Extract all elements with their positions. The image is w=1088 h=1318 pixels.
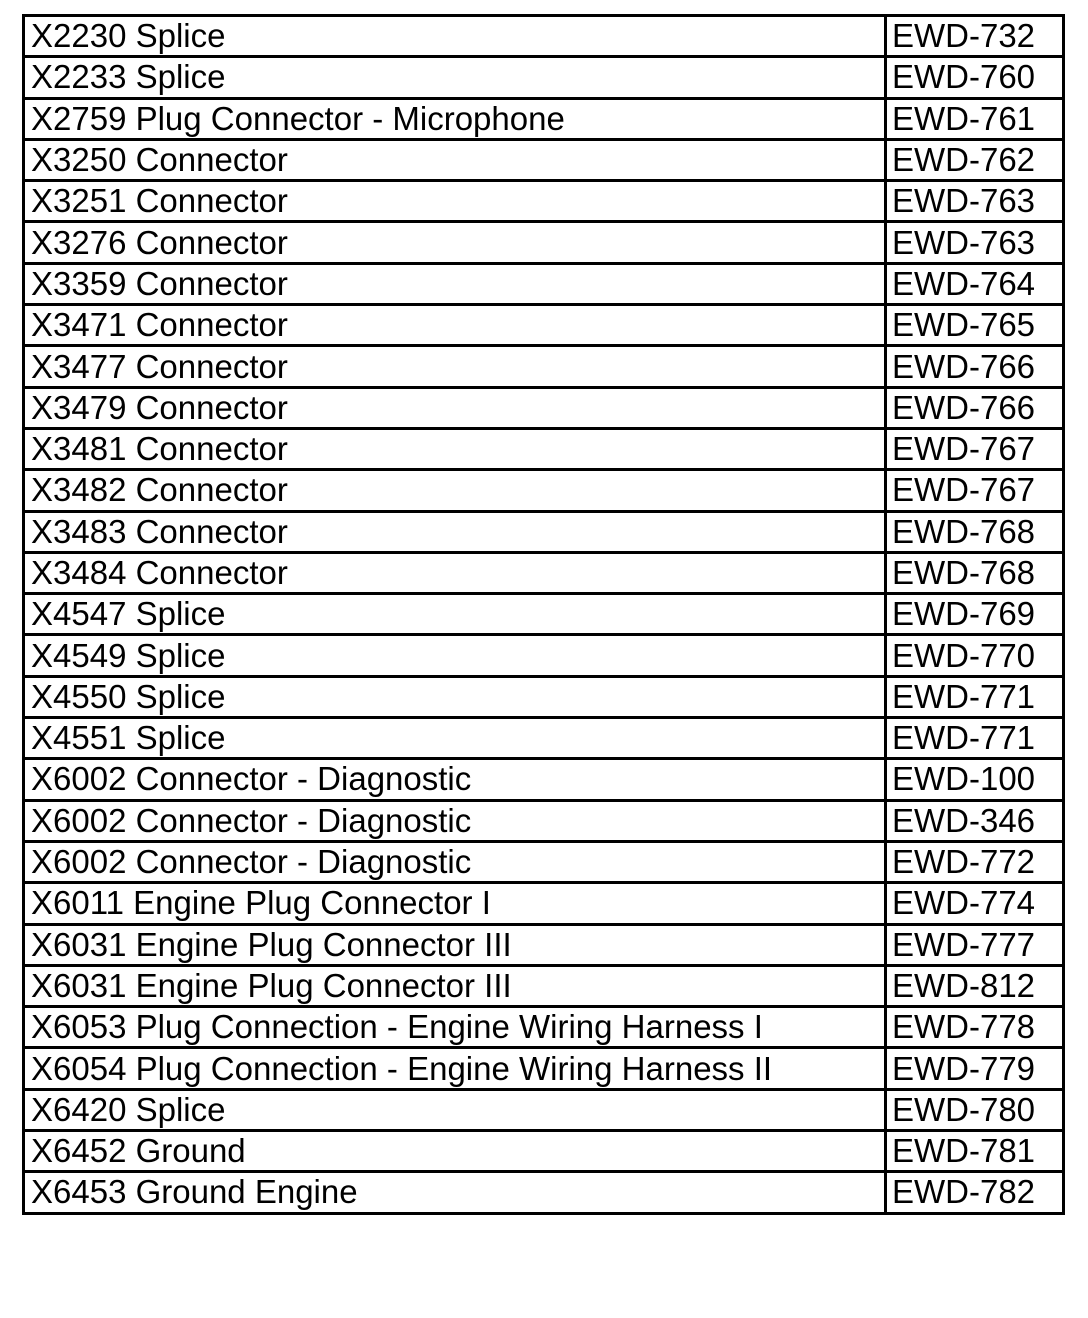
- ewd-reference-cell: EWD-781: [886, 1131, 1064, 1172]
- table-row: [24, 1048, 1064, 1089]
- table-row: [24, 98, 1064, 139]
- component-name-cell: X4550 Splice: [24, 676, 886, 717]
- component-name-cell: X2230 Splice: [24, 16, 886, 57]
- ewd-reference-cell: EWD-771: [886, 676, 1064, 717]
- ewd-reference-cell: EWD-763: [886, 181, 1064, 222]
- table-row: [24, 1131, 1064, 1172]
- ewd-reference-cell: EWD-767: [886, 428, 1064, 469]
- table-row: [24, 305, 1064, 346]
- component-name-cell: X6002 Connector - Diagnostic: [24, 759, 886, 800]
- table-body: [24, 16, 1064, 1214]
- table-row: [24, 511, 1064, 552]
- ewd-reference-cell: EWD-764: [886, 263, 1064, 304]
- table-row: [24, 965, 1064, 1006]
- component-name-cell: X6031 Engine Plug Connector III: [24, 924, 886, 965]
- ewd-reference-cell: EWD-779: [886, 1048, 1064, 1089]
- table-row: [24, 1007, 1064, 1048]
- table-row: [24, 1089, 1064, 1130]
- ewd-reference-cell: EWD-766: [886, 387, 1064, 428]
- ewd-reference-cell: EWD-763: [886, 222, 1064, 263]
- component-name-cell: X3359 Connector: [24, 263, 886, 304]
- component-name-cell: X3484 Connector: [24, 552, 886, 593]
- table-row: [24, 428, 1064, 469]
- component-name-cell: X3250 Connector: [24, 139, 886, 180]
- table-row: [24, 552, 1064, 593]
- component-name-cell: X6053 Plug Connection - Engine Wiring Harness I: [24, 1007, 886, 1048]
- ewd-reference-cell: EWD-812: [886, 965, 1064, 1006]
- table-row: [24, 139, 1064, 180]
- ewd-reference-cell: EWD-774: [886, 883, 1064, 924]
- table-row: [24, 800, 1064, 841]
- component-name-cell: X3276 Connector: [24, 222, 886, 263]
- ewd-reference-cell: EWD-772: [886, 841, 1064, 882]
- ewd-reference-cell: EWD-346: [886, 800, 1064, 841]
- table-row: [24, 676, 1064, 717]
- component-name-cell: X6002 Connector - Diagnostic: [24, 800, 886, 841]
- table-row: [24, 924, 1064, 965]
- ewd-reference-cell: EWD-761: [886, 98, 1064, 139]
- component-name-cell: X2759 Plug Connector - Microphone: [24, 98, 886, 139]
- table-row: [24, 16, 1064, 57]
- component-name-cell: X6031 Engine Plug Connector III: [24, 965, 886, 1006]
- table-row: [24, 181, 1064, 222]
- table-row: [24, 635, 1064, 676]
- component-name-cell: X6054 Plug Connection - Engine Wiring Harness II: [24, 1048, 886, 1089]
- table-row: [24, 841, 1064, 882]
- ewd-reference-cell: EWD-768: [886, 511, 1064, 552]
- table-row: [24, 470, 1064, 511]
- connector-index-table-container: [22, 14, 1065, 1215]
- ewd-reference-cell: EWD-760: [886, 57, 1064, 98]
- ewd-reference-cell: EWD-768: [886, 552, 1064, 593]
- component-name-cell: X6452 Ground: [24, 1131, 886, 1172]
- component-name-cell: X6002 Connector - Diagnostic: [24, 841, 886, 882]
- ewd-reference-cell: EWD-770: [886, 635, 1064, 676]
- component-name-cell: X3481 Connector: [24, 428, 886, 469]
- ewd-reference-cell: EWD-766: [886, 346, 1064, 387]
- ewd-reference-cell: EWD-765: [886, 305, 1064, 346]
- table-row: [24, 387, 1064, 428]
- table-row: [24, 759, 1064, 800]
- table-row: [24, 346, 1064, 387]
- component-name-cell: X3251 Connector: [24, 181, 886, 222]
- component-name-cell: X3483 Connector: [24, 511, 886, 552]
- ewd-reference-cell: EWD-780: [886, 1089, 1064, 1130]
- ewd-reference-cell: EWD-762: [886, 139, 1064, 180]
- table-row: [24, 718, 1064, 759]
- component-name-cell: X3479 Connector: [24, 387, 886, 428]
- component-name-cell: X4549 Splice: [24, 635, 886, 676]
- component-name-cell: X4551 Splice: [24, 718, 886, 759]
- ewd-reference-cell: EWD-732: [886, 16, 1064, 57]
- component-name-cell: X6011 Engine Plug Connector I: [24, 883, 886, 924]
- ewd-reference-cell: EWD-100: [886, 759, 1064, 800]
- component-name-cell: X4547 Splice: [24, 594, 886, 635]
- table-row: [24, 883, 1064, 924]
- table-row: [24, 57, 1064, 98]
- component-name-cell: X3482 Connector: [24, 470, 886, 511]
- ewd-reference-cell: EWD-769: [886, 594, 1064, 635]
- ewd-reference-cell: EWD-771: [886, 718, 1064, 759]
- ewd-reference-cell: EWD-777: [886, 924, 1064, 965]
- table-row: [24, 594, 1064, 635]
- table-row: [24, 1172, 1064, 1213]
- table-row: [24, 263, 1064, 304]
- component-name-cell: X6453 Ground Engine: [24, 1172, 886, 1213]
- ewd-reference-cell: EWD-778: [886, 1007, 1064, 1048]
- component-name-cell: X3471 Connector: [24, 305, 886, 346]
- ewd-reference-cell: EWD-767: [886, 470, 1064, 511]
- component-name-cell: X6420 Splice: [24, 1089, 886, 1130]
- component-name-cell: X3477 Connector: [24, 346, 886, 387]
- ewd-reference-cell: EWD-782: [886, 1172, 1064, 1213]
- connector-index-table: [22, 14, 1065, 1215]
- component-name-cell: X2233 Splice: [24, 57, 886, 98]
- table-row: [24, 222, 1064, 263]
